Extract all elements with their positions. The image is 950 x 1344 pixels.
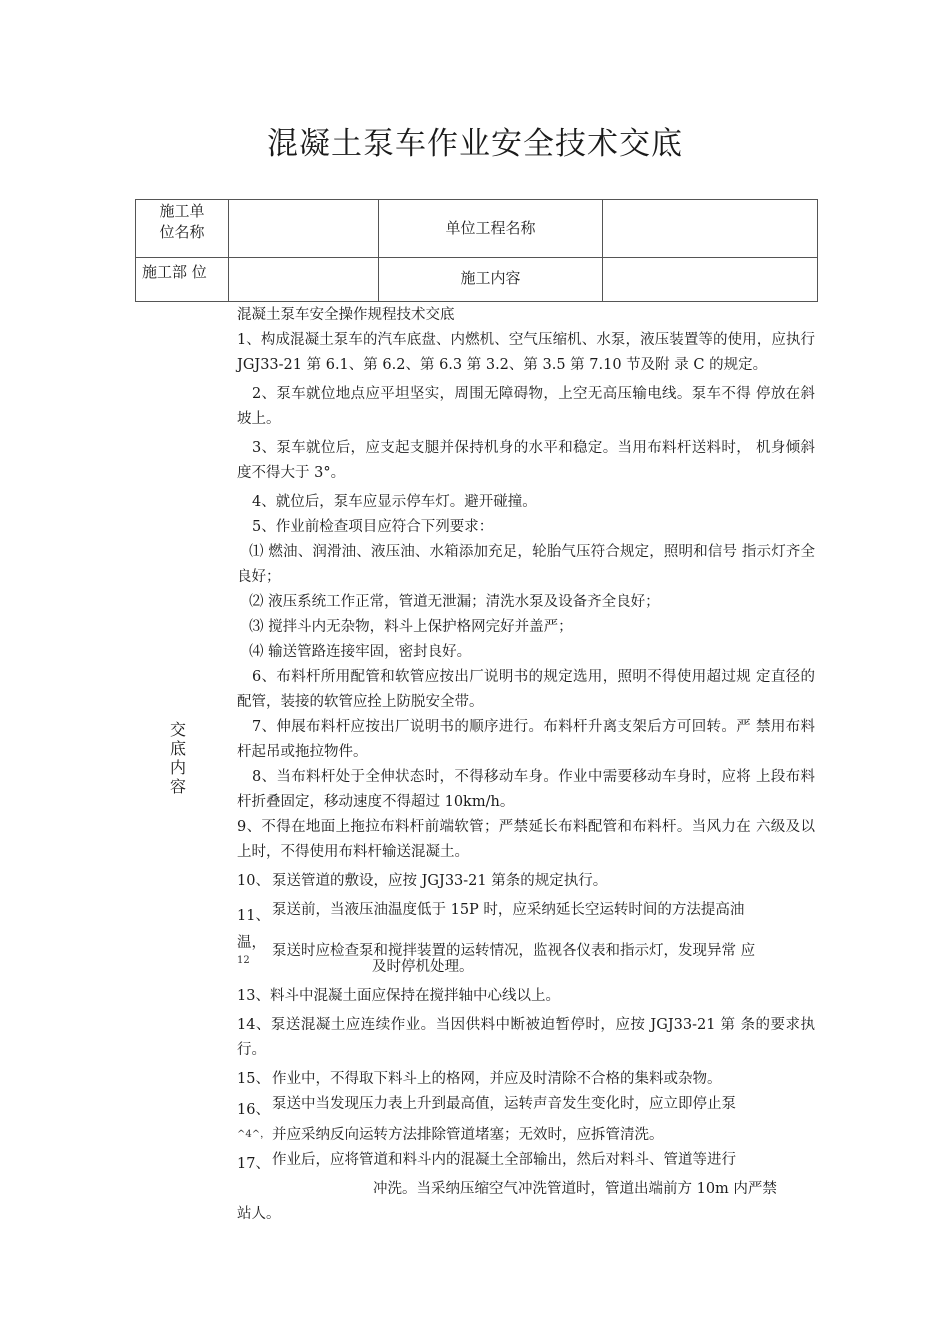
item-11-text: 泵送前，当液压油温度低于 15P 时，应采纳延长空运转时间的方法提高油 bbox=[272, 902, 745, 918]
unit-label-line1: 施工单 bbox=[159, 202, 205, 220]
item-10 bbox=[237, 869, 815, 894]
side-label-char: 内 bbox=[169, 758, 186, 777]
disclosure-content bbox=[237, 303, 815, 1227]
part-label: 施工部 位 bbox=[136, 257, 229, 301]
item-17-end: 站人。 bbox=[237, 1206, 281, 1222]
item-5-2: ⑵ 液压系统工作正常，管道无泄漏；清洗水泵及设备齐全良好； bbox=[249, 594, 660, 610]
project-label: 单位工程名称 bbox=[379, 200, 603, 258]
item-5-3: ⑶ 搅拌斗内无杂物，料斗上保护格网完好并盖严； bbox=[249, 619, 573, 635]
item-1: 1、构成混凝土泵车的汽车底盘、内燃机、空气压缩机、水泵，液压装置等的使用，应执行 JGJ33-21 第 6.1、第 6.2、第 6.3 第 3.2、第 3.5 第 7.10 节及附 录 C 的规定。 bbox=[237, 332, 815, 373]
item-11 bbox=[237, 898, 815, 929]
item-14: 14、泵送混凝土应连续作业。当因供料中断被迫暂停时，应按 JGJ33-21 第 条的要求执行。 bbox=[237, 1017, 815, 1058]
item-15 bbox=[237, 1067, 815, 1092]
item-16-continued: 并应采纳反向运转方法排除管道堵塞；无效时，应拆管清洗。 bbox=[272, 1127, 664, 1143]
item-11-number: 11、 bbox=[237, 908, 270, 924]
unit-value bbox=[229, 200, 379, 258]
item-5-1: ⑴ 燃油、润滑油、液压油、水箱添加充足，轮胎气压符合规定，照明和信号 指示灯齐全良好； bbox=[237, 544, 815, 585]
item-17-number: 17、 bbox=[237, 1156, 270, 1172]
item-10-number: 10、 bbox=[237, 873, 270, 889]
side-label bbox=[167, 720, 189, 796]
item-15-text: 作业中，不得取下料斗上的格网，并应及时清除不合格的集料或杂物。 bbox=[272, 1071, 722, 1087]
part-value bbox=[229, 257, 379, 301]
side-label-char: 底 bbox=[169, 739, 186, 758]
item-16-text: 泵送中当发现压力表上升到最高值，运转声音发生变化时，应立即停止泵 bbox=[272, 1096, 736, 1112]
item-13: 13、料斗中混凝土面应保持在搅拌轴中心线以上。 bbox=[237, 988, 560, 1004]
item-7: 7、伸展布料杆应按出厂说明书的顺序进行。布料杆升离支架后方可回转。严 禁用布料杆起吊或拖拉物件。 bbox=[237, 719, 815, 760]
project-value bbox=[603, 200, 818, 258]
content-label: 施工内容 bbox=[379, 257, 603, 301]
content-heading: 混凝土泵车安全操作规程技术交底 bbox=[237, 307, 455, 323]
item-17 bbox=[237, 1148, 815, 1177]
unit-label bbox=[136, 200, 229, 258]
item-2: 2、泵车就位地点应平坦坚实，周围无障碍物，上空无高压输电线。泵车不得 停放在斜坡上。 bbox=[237, 386, 815, 427]
unit-label-line2: 位名称 bbox=[159, 223, 205, 241]
item-12-continued: 及时停机处理。 bbox=[372, 959, 474, 975]
item-9: 9、不得在地面上拖拉布料杆前端软管；严禁延长布料配管和布料杆。当风力在 六级及以上时，不得使用布料杆输送混凝土。 bbox=[237, 819, 815, 860]
item-17-continued: 冲洗。当采纳压缩空气冲洗管道时，管道出端前方 10m 内严禁 bbox=[373, 1181, 777, 1197]
item-16-fragment: ^4^， bbox=[237, 1129, 271, 1140]
item-6: 6、布料杆所用配管和软管应按出厂说明书的规定选用，照明不得使用超过规 定直径的配管，装接的软管应拴上防脱安全带。 bbox=[237, 669, 815, 710]
item-17-text: 作业后，应将管道和料斗内的混凝土全部输出，然后对料斗、管道等进行 bbox=[272, 1152, 736, 1168]
item-16-continued-row bbox=[237, 1123, 815, 1148]
item-12 bbox=[237, 955, 815, 980]
item-5: 5、作业前检查项目应符合下列要求： bbox=[252, 519, 494, 535]
item-11-continued-row bbox=[237, 931, 815, 959]
item-10-text: 泵送管道的敷设，应按 JGJ33-21 第条的规定执行。 bbox=[272, 873, 608, 889]
item-15-number: 15、 bbox=[237, 1071, 270, 1087]
page-title: 混凝土泵车作业安全技术交底 bbox=[267, 126, 683, 162]
item-16 bbox=[237, 1092, 815, 1123]
item-8: 8、当布料杆处于全伸状态时，不得移动车身。作业中需要移动车身时，应将 上段布料杆折叠固定，移动速度不得超过 10km/h。 bbox=[237, 769, 815, 810]
item-5-4: ⑷ 输送管路连接牢固，密封良好。 bbox=[249, 644, 472, 660]
side-label-char: 容 bbox=[169, 777, 186, 796]
item-4: 4、就位后，泵车应显示停车灯。避开碰撞。 bbox=[252, 494, 537, 510]
item-11-continued: 温， bbox=[237, 935, 266, 951]
header-table bbox=[135, 199, 818, 302]
side-label-char: 交 bbox=[169, 720, 186, 739]
item-16-number: 16、 bbox=[237, 1102, 270, 1118]
content-value bbox=[603, 257, 818, 301]
item-12-number: 12 bbox=[237, 955, 250, 966]
item-12-text: 泵送时应检查泵和搅拌装置的运转情况，监视各仪表和指示灯，发现异常 应 bbox=[272, 943, 756, 959]
item-3: 3、泵车就位后，应支起支腿并保持机身的水平和稳定。当用布料杆送料时， 机身倾斜度不得大于 3°。 bbox=[237, 440, 815, 481]
